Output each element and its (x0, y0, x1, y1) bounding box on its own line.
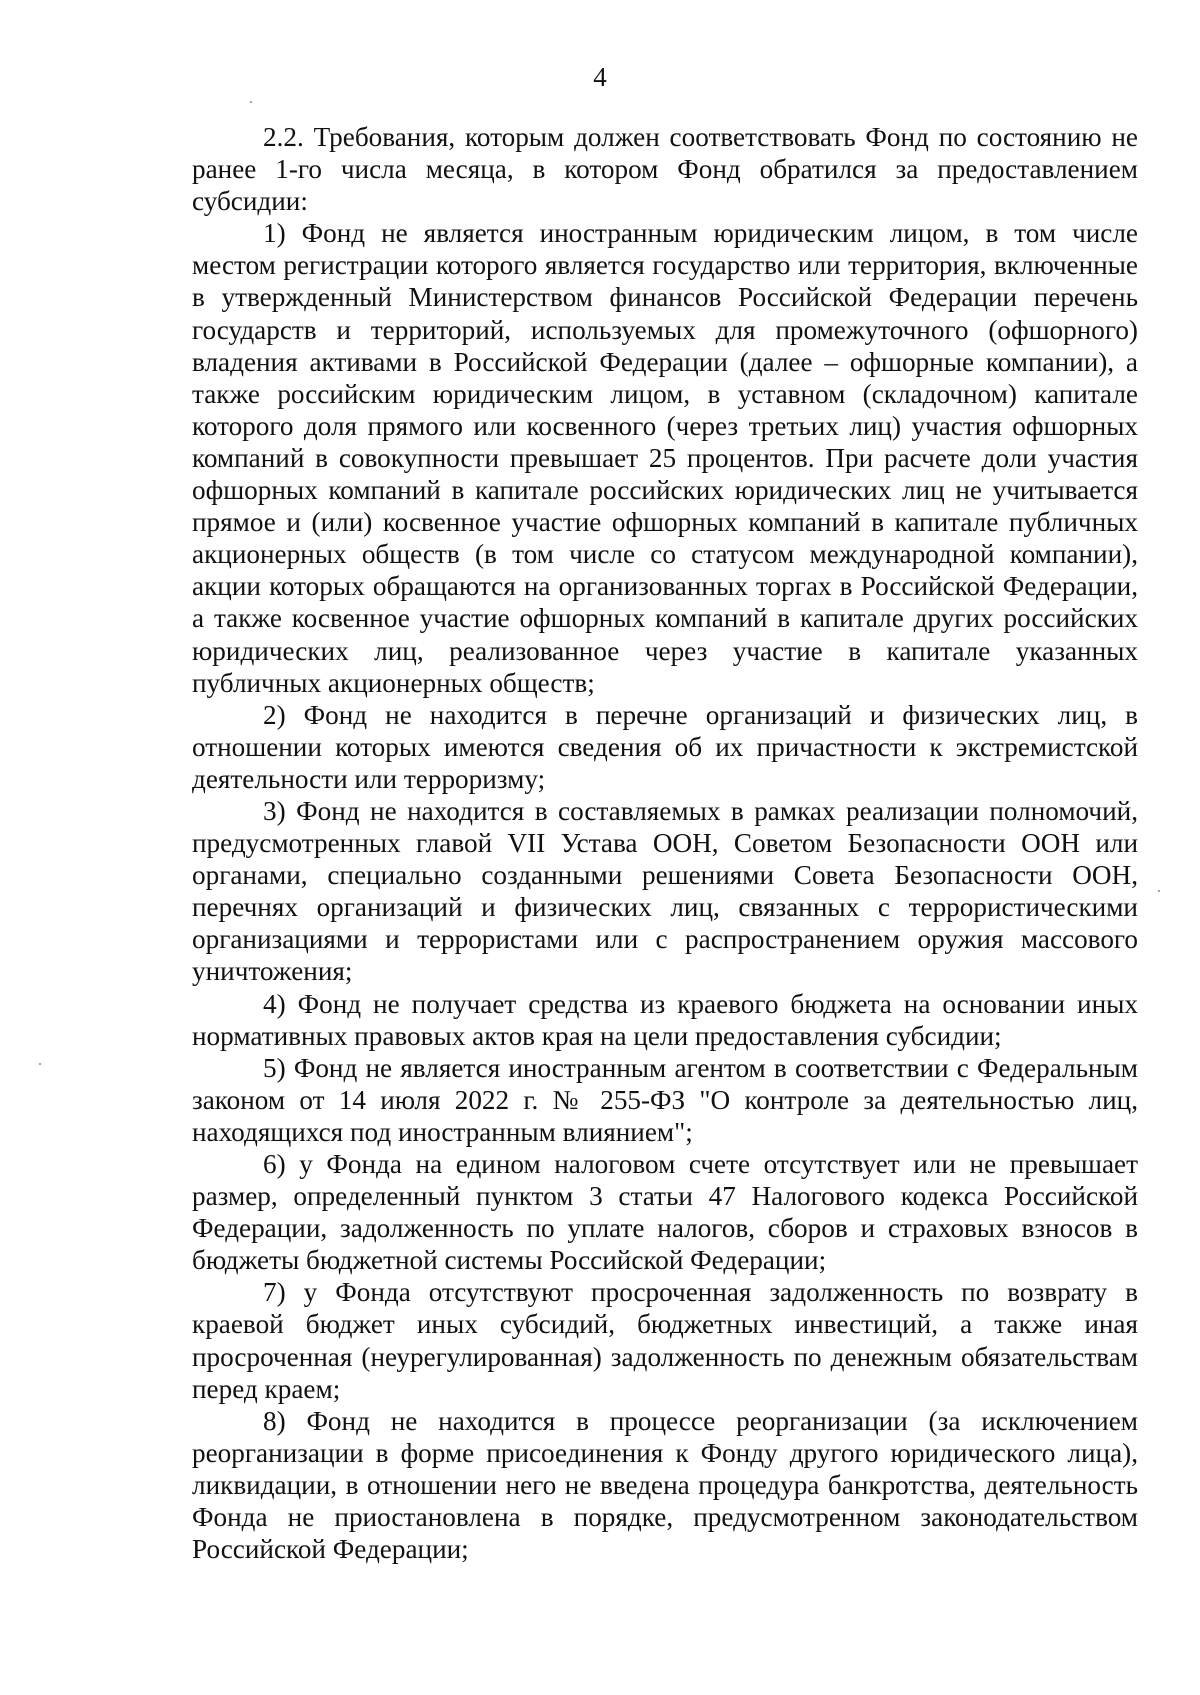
paragraph-item-1: 1) Фонд не является иностранным юридическим лицом, в том числе местом регистрации которого является государство или территория, включенные в утвержденный Министерством финансов Российской Федерации перечень государств и территорий, используемых для промежуточного (офшорного) владения активами в Российской Федерации (далее – офшорные компании), а также российским юридическим лицом, в уставном (складочном) капитале которого доля прямого или косвенного (через третьих лиц) участия офшорных компаний в совокупности превышает 25 процентов. При расчете доли участия офшорных компаний в капитале российских юридических лиц не учитывается прямое и (или) косвенное участие офшорных компаний в капитале публичных акционерных обществ (в том числе со статусом международной компании), акции которых обращаются на организованных торгах в Российской Федерации, а также косвенное участие офшорных компаний в капитале других российских юридических лиц, реализованное через участие в капитале указанных публичных акционерных обществ; (192, 218, 1138, 698)
paragraph-2-2-intro: 2.2. Требования, которым должен соответствовать Фонд по состоянию не ранее 1-го числа месяца, в котором Фонд обратился за предоставлением субсидии: (192, 122, 1138, 217)
page-number: 4 (593, 62, 607, 92)
paragraph-item-7: 7) у Фонда отсутствуют просроченная задолженность по возврату в краевой бюджет иных субсидий, бюджетных инвестиций, а также иная просроченная (неурегулированная) задолженность по денежным обязательствам перед краем; (192, 1277, 1138, 1404)
scan-speck (250, 101, 252, 103)
scan-speck (39, 1063, 41, 1065)
paragraph-item-8: 8) Фонд не находится в процессе реорганизации (за исключением реорганизации в форме присоединения к Фонду другого юридического лица), ликвидации, в отношении него не введена процедура банкротства, деятельность Фонда не приостановлена в порядке, предусмотренном законодательством Российской Федерации; (192, 1405, 1138, 1565)
paragraph-item-2: 2) Фонд не находится в перечне организаций и физических лиц, в отношении которых имеются сведения об их причастности к экстремистской деятельности или терроризму; (192, 699, 1138, 794)
paragraph-item-3: 3) Фонд не находится в составляемых в рамках реализации полномочий, предусмотренных главой VII Устава ООН, Советом Безопасности ООН или органами, специально созданными решениями Совета Безопасности ООН, перечнях организаций и физических лиц, связанных с террористическими организациями и террористами или с распространением оружия массового уничтожения; (192, 795, 1138, 987)
paragraph-item-6: 6) у Фонда на едином налоговом счете отсутствует или не превышает размер, определенный пунктом 3 статьи 47 Налогового кодекса Российской Федерации, задолженность по уплате налогов, сборов и страховых взносов в бюджеты бюджетной системы Российской Федерации; (192, 1149, 1138, 1276)
document-body (192, 121, 1138, 1565)
paragraph-item-5: 5) Фонд не является иностранным агентом в соответствии с Федеральным законом от 14 июля 2022 г. № 255-ФЗ "О контроле за деятельностью лиц, находящихся под иностранным влиянием"; (192, 1052, 1138, 1147)
scan-speck (1158, 890, 1160, 892)
paragraph-item-4: 4) Фонд не получает средства из краевого бюджета на основании иных нормативных правовых актов края на цели предоставления субсидии; (192, 988, 1138, 1051)
